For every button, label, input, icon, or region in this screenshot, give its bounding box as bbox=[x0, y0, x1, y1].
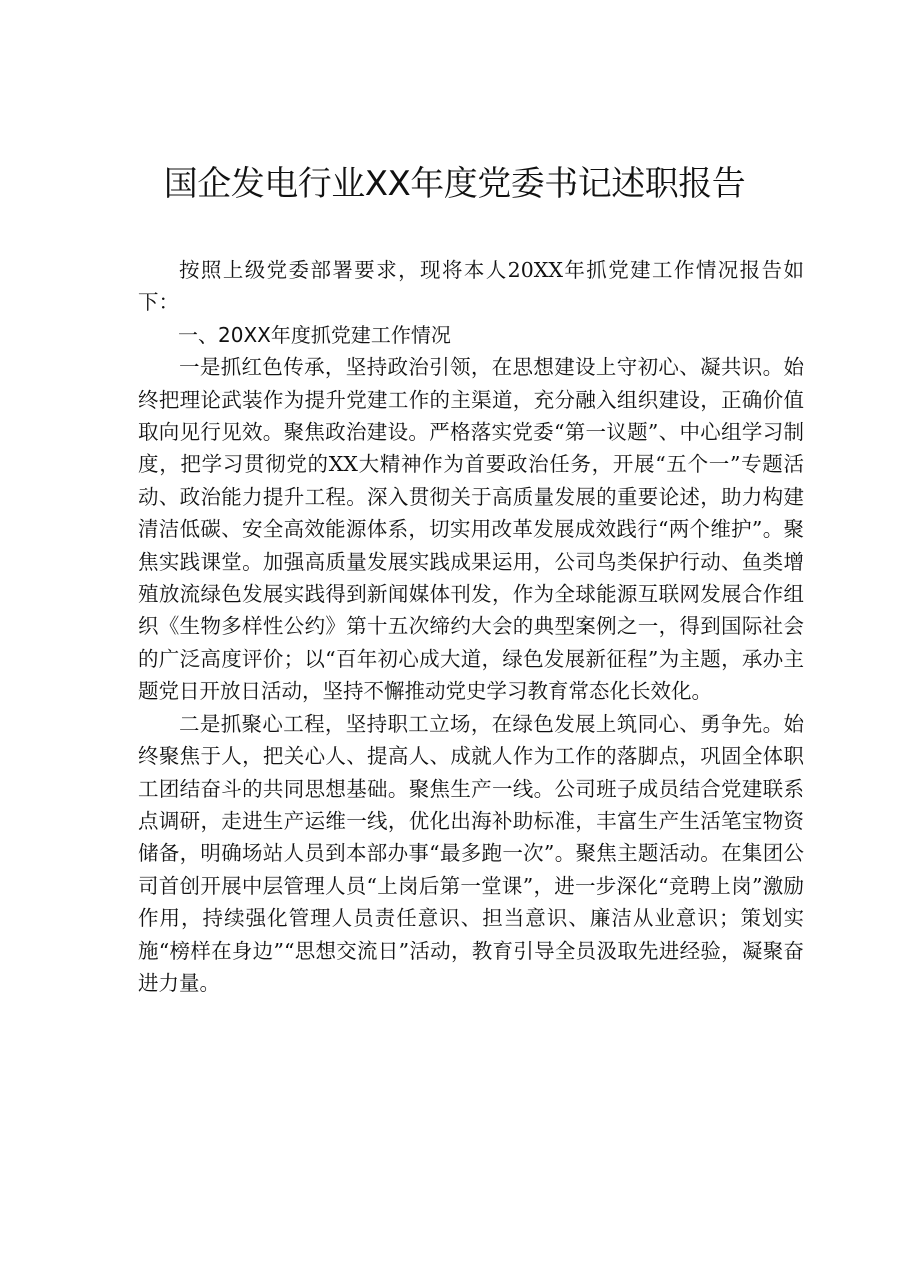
body-paragraph-1: 一是抓红色传承，坚持政治引领，在思想建设上守初心、凝共识。始终把理论武装作为提升党建工作的主渠道，充分融入组织建设，正确价值取向见行见效。聚焦政治建设。严格落实党委“第一议题”、中心组学习制度，把学习贯彻党的XX大精神作为首要政治任务，开展“五个一”专题活动、政治能力提升工程。深入贯彻关于高质量发展的重要论述，助力构建清洁低碳、安全高效能源体系，切实用改革发展成效践行“两个维护”。聚焦实践课堂。加强高质量发展实践成果运用，公司鸟类保护行动、鱼类增殖放流绿色发展实践得到新闻媒体刊发，作为全球能源互联网发展合作组织《生物多样性公约》第十五次缔约大会的典型案例之一，得到国际社会的广泛高度评价；以“百年初心成大道，绿色发展新征程”为主题，承办主题党日开放日活动，坚持不懈推动党史学习教育常态化长效化。 bbox=[138, 355, 804, 704]
intro-paragraph: 按照上级党委部署要求，现将本人20XX年抓党建工作情况报告如下： bbox=[138, 258, 804, 315]
section-heading: 一、20XX年度抓党建工作情况 bbox=[178, 322, 451, 347]
body-paragraph-2: 二是抓聚心工程，坚持职工立场，在绿色发展上筑同心、勇争先。始终聚焦于人，把关心人、提高人、成就人作为工作的落脚点，巩固全体职工团结奋斗的共同思想基础。聚焦生产一线。公司班子成员结合党建联系点调研，走进生产运维一线，优化出海补助标准，丰富生产生活笔宝物资储备，明确场站人员到本部办事“最多跑一次”。聚焦主题活动。在集团公司首创开展中层管理人员“上岗后第一堂课”，进一步深化“竞聘上岗”激励作用，持续强化管理人员责任意识、担当意识、廉洁从业意识；策划实施“榜样在身边”“思想交流日”活动，教育引导全员汲取先进经验，凝聚奋进力量。 bbox=[138, 711, 804, 995]
document-title: 国企发电行业XX年度党委书记述职报告 bbox=[163, 164, 746, 204]
document-body bbox=[138, 254, 804, 999]
